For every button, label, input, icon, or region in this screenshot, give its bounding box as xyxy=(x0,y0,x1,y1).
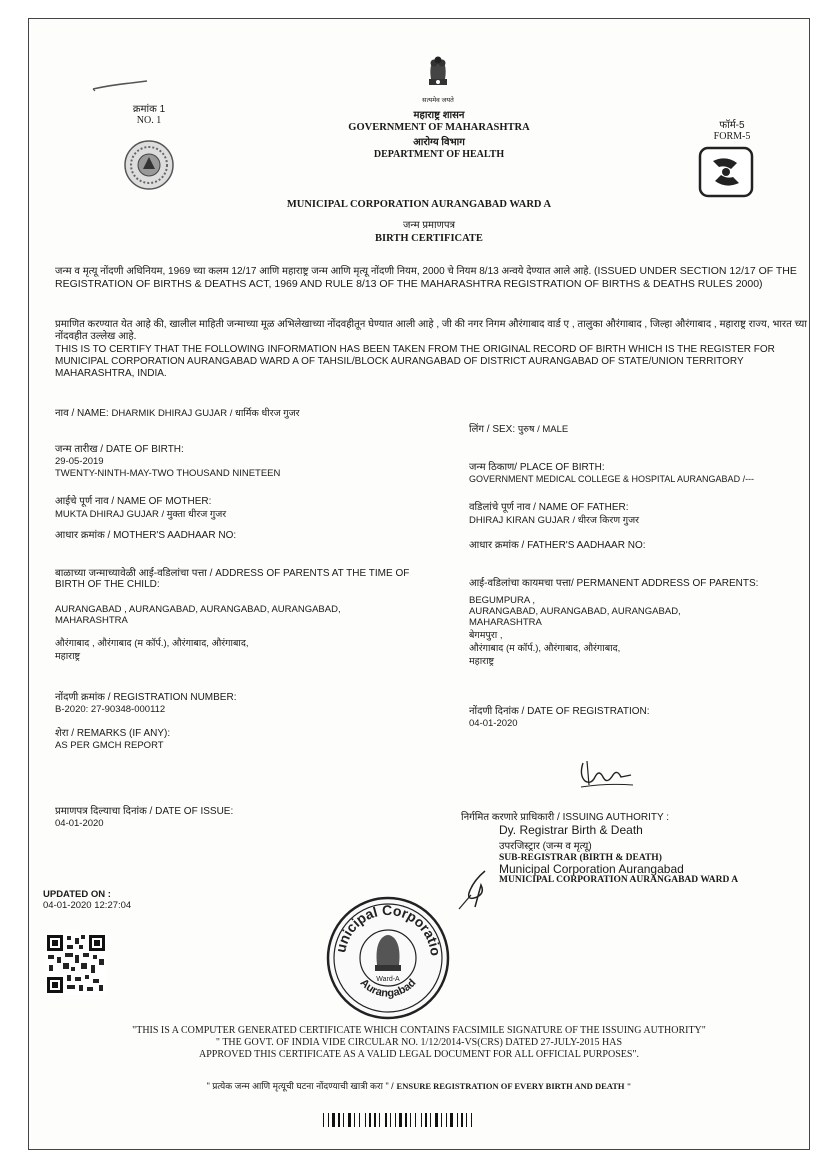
address-birth-label-2: BIRTH OF THE CHILD: xyxy=(55,579,160,590)
state-seal-icon xyxy=(123,139,175,191)
dob-words: TWENTY-NINTH-MAY-TWO THOUSAND NINETEEN xyxy=(55,468,281,479)
pen-mark xyxy=(91,79,151,93)
issuing-authority-label: निर्गमित करणारे प्राधिकारी / ISSUING AUTHORITY : xyxy=(461,812,670,823)
certificate-page xyxy=(28,18,810,1150)
pob-value: GOVERNMENT MEDICAL COLLEGE & HOSPITAL AURANGABAD /--- xyxy=(469,474,755,484)
barcode-icon xyxy=(323,1113,509,1127)
address-birth-en-2: MAHARASHTRA xyxy=(55,615,128,626)
address-permanent-en-1: BEGUMPURA , xyxy=(469,595,535,606)
remarks-value: AS PER GMCH REPORT xyxy=(55,740,164,751)
address-permanent-mr-1: बेगमपुरा , xyxy=(469,630,503,641)
authority-english-2: MUNICIPAL CORPORATION AURANGABAD WARD A xyxy=(499,875,739,885)
national-emblem-icon xyxy=(423,53,453,95)
gov-marathi: महाराष्ट्र शासन xyxy=(413,110,465,121)
mother-aadhaar-label: आधार क्रमांक / MOTHER'S AADHAAR NO: xyxy=(55,530,237,541)
father-aadhaar-label: आधार क्रमांक / FATHER'S AADHAAR NO: xyxy=(469,540,646,551)
address-permanent-mr-2: औरंगाबाद (म कॉर्प.), औरंगाबाद, औरंगाबाद, xyxy=(469,643,621,654)
sex-label: लिंग / SEX: xyxy=(469,424,516,435)
gov-english: GOVERNMENT OF MAHARASHTRA xyxy=(348,122,530,133)
authority-english-1: SUB-REGISTRAR (BIRTH & DEATH) xyxy=(499,853,662,863)
certify-marathi: प्रमाणित करण्यात येत आहे की, खालील माहिती जन्माच्या मूळ अभिलेखाच्या नोंदवहीतून घेण्यात आली आहे , जी की नगर निगम औरंगाबाद वार्ड ए , तालुका औरंगाबाद , जिल्हा औरंगाबाद , महाराष्ट्र राज्य, भारत च्या नोंदवहीत उल्लेख आहे. xyxy=(55,319,807,342)
mother-value: MUKTA DHIRAJ GUJAR / मुक्ता धीरज गुजर xyxy=(55,509,227,520)
registration-date-value: 04-01-2020 xyxy=(469,718,518,729)
address-permanent-en-2: AURANGABAD, AURANGABAD, AURANGABAD, xyxy=(469,606,681,617)
remarks-label: शेरा / REMARKS (IF ANY): xyxy=(55,728,171,739)
qr-code-icon xyxy=(45,933,107,995)
initial-mark xyxy=(455,867,501,913)
address-permanent-mr-3: महाराष्ट्र xyxy=(469,656,495,667)
authority-stamp-line-1: Dy. Registrar Birth & Death xyxy=(499,823,643,837)
signature-image xyxy=(577,757,637,791)
certificate-title: BIRTH CERTIFICATE xyxy=(375,233,483,244)
sex-value: पुरुष / MALE xyxy=(517,424,569,435)
corporation-seal-icon xyxy=(319,882,451,1021)
serial-marathi: क्रमांक 1 xyxy=(132,104,166,115)
address-birth-mr-2: महाराष्ट्र xyxy=(55,651,81,662)
title-marathi: जन्म प्रमाणपत्र xyxy=(402,220,456,231)
pob-label: जन्म ठिकाण/ PLACE OF BIRTH: xyxy=(469,462,605,473)
slogan-english: ENSURE REGISTRATION OF EVERY BIRTH AND DEATH " xyxy=(396,1081,632,1091)
dob-value: 29-05-2019 xyxy=(55,456,104,467)
address-permanent-label: आई-वडिलांचा कायमचा पत्ता/ PERMANENT ADDRESS OF PARENTS: xyxy=(469,578,759,589)
health-logo-icon xyxy=(699,147,753,197)
serial-english: NO. 1 xyxy=(136,115,162,126)
name-value: DHARMIK DHIRAJ GUJAR / धार्मिक धीरज गुजर xyxy=(111,408,300,419)
authority-stamp-line-2: Municipal Corporation Aurangabad xyxy=(499,862,684,876)
dept-marathi: आरोग्य विभाग xyxy=(413,137,465,148)
disclaimer-line-2: " THE GOVT. OF INDIA VIDE CIRCULAR NO. 1/12/2014-VS(CRS) DATED 27-JULY-2015 HAS xyxy=(215,1037,623,1048)
disclaimer-line-1: "THIS IS A COMPUTER GENERATED CERTIFICATE WHICH CONTAINS FACSIMILE SIGNATURE OF THE ISSUING AUTHORITY" xyxy=(132,1025,706,1036)
address-permanent-en-3: MAHARASHTRA xyxy=(469,617,542,628)
registration-number-value: B-2020: 27-90348-000112 xyxy=(55,704,166,715)
updated-value: 04-01-2020 12:27:04 xyxy=(43,900,132,911)
form-marathi: फॉर्म-5 xyxy=(719,120,745,131)
address-birth-label-1: बाळाच्या जन्माच्यावेळी आई-वडिलांचा पत्ता / ADDRESS OF PARENTS AT THE TIME OF xyxy=(55,568,410,579)
form-english: FORM-5 xyxy=(713,131,751,142)
authority-marathi: उपरजिस्ट्रार (जन्म व मृत्यू) xyxy=(499,841,592,852)
dept-english: DEPARTMENT OF HEALTH xyxy=(373,149,505,160)
updated-label: UPDATED ON : xyxy=(43,889,111,900)
emblem-motto: सत्यमेव जयते xyxy=(422,97,454,104)
name-label: नाव / NAME: xyxy=(55,408,109,419)
seal-text-top: Municipal Corporation xyxy=(319,882,445,957)
registration-number-label: नोंदणी क्रमांक / REGISTRATION NUMBER: xyxy=(55,692,237,703)
issued-under-marathi: जन्म व मृत्यू नोंदणी अधिनियम, 1969 च्या कलम 12/17 आणि महाराष्ट्र जन्म आणि मृत्यू नोंदणी नियम, 2000 चे नियम 8/13 अन्वये देण्यात आले आहे. xyxy=(55,266,592,277)
disclaimer-line-3: APPROVED THIS CERTIFICATE AS A VALID LEGAL DOCUMENT FOR ALL OFFICIAL PURPOSES". xyxy=(198,1049,640,1060)
address-birth-mr-1: औरंगाबाद , औरंगाबाद (म कॉर्प.), औरंगाबाद, औरंगाबाद, xyxy=(55,638,249,649)
slogan-marathi: " प्रत्येक जन्म आणि मृत्यूची घटना नोंदण्याची खात्री करा " / xyxy=(206,1081,394,1091)
corporation-name: MUNICIPAL CORPORATION AURANGABAD WARD A xyxy=(286,199,552,210)
father-label: वडिलांचे पूर्ण नाव / NAME OF FATHER: xyxy=(469,502,629,513)
issue-date-value: 04-01-2020 xyxy=(55,818,104,829)
issue-date-label: प्रमाणपत्र दिल्याचा दिनांक / DATE OF ISSUE: xyxy=(55,806,234,817)
address-birth-en-1: AURANGABAD , AURANGABAD, AURANGABAD, AURANGABAD, xyxy=(55,604,341,615)
registration-date-label: नोंदणी दिनांक / DATE OF REGISTRATION: xyxy=(469,706,650,717)
mother-label: आईचे पूर्ण नाव / NAME OF MOTHER: xyxy=(55,496,212,507)
issued-under-english: (ISSUED UNDER SECTION 12/17 OF THE REGISTRATION OF BIRTHS & DEATHS ACT, 1969 AND RULE 8/13 OF THE MAHARASHTRA REGISTRATION OF BIRTHS & DEATHS RULES 2000) xyxy=(55,265,797,290)
dob-label: जन्म तारीख / DATE OF BIRTH: xyxy=(55,444,184,455)
seal-center-text: Ward-A xyxy=(376,976,400,983)
seal-text-bottom: Aurangabad xyxy=(357,976,419,1000)
father-value: DHIRAJ KIRAN GUJAR / धीरज किरण गुजर xyxy=(469,515,640,526)
certify-english: THIS IS TO CERTIFY THAT THE FOLLOWING INFORMATION HAS BEEN TAKEN FROM THE ORIGINAL RECORD OF BIRTH WHICH IS THE REGISTER FOR MUNICIPAL CORPORATION AURANGABAD WARD A OF TAHSIL/BLOCK AURANGABAD OF DISTRICT AURANGABAD OF STATE/UNION TERRITORY MAHARASHTRA, INDIA. xyxy=(55,344,775,379)
